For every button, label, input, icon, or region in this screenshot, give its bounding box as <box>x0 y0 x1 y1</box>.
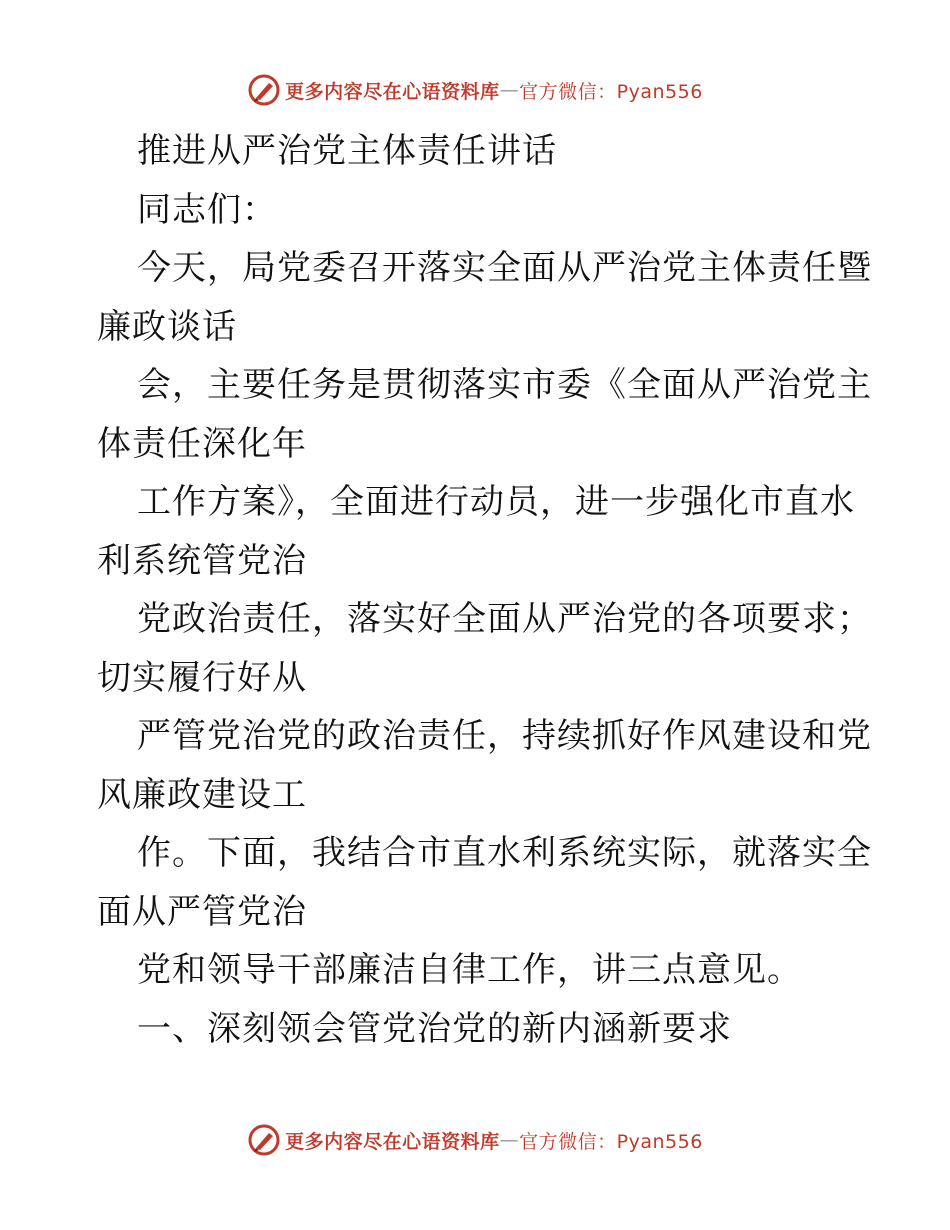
watermark-wechat-text: 官方微信：Pyan556 <box>519 80 703 103</box>
pen-logo-icon <box>247 73 281 107</box>
paragraph-line: 党政治责任，落实好全面从严治党的各项要求； <box>137 599 872 639</box>
paragraph-line: 严管党治党的政治责任，持续抓好作风建设和党 <box>137 716 872 756</box>
paragraph-line: 党和领导干部廉洁自律工作，讲三点意见。 <box>137 950 802 990</box>
watermark-main-text: 更多内容尽在心语资料库 <box>285 1130 500 1153</box>
paragraph-line: 体责任深化年 <box>97 423 307 464</box>
paragraph-line: 今天，局党委召开落实全面从严治党主体责任暨 <box>137 248 872 288</box>
paragraph-line: 会，主要任务是贯彻落实市委《全面从严治党主 <box>137 365 872 405</box>
pen-logo-icon <box>247 1123 281 1157</box>
watermark-wechat-text: 官方微信：Pyan556 <box>519 1130 703 1153</box>
section-heading: 一、深刻领会管党治党的新内涵新要求 <box>137 1008 732 1049</box>
document-salutation: 同志们： <box>137 189 277 230</box>
paragraph-line: 风廉政建设工 <box>97 774 307 815</box>
document-body <box>97 122 872 1058</box>
document-title: 推进从严治党主体责任讲话 <box>137 131 557 171</box>
paragraph-line: 工作方案》，全面进行动员，进一步强化市直水 <box>137 482 855 522</box>
watermark-separator: — <box>499 79 520 101</box>
paragraph-line: 利系统管党治 <box>97 540 307 581</box>
watermark-main-text: 更多内容尽在心语资料库 <box>285 80 500 103</box>
paragraph-line: 作。下面，我结合市直水利系统实际，就落实全 <box>137 833 872 873</box>
paragraph-line: 面从严管党治 <box>97 891 307 932</box>
footer-watermark <box>0 1120 950 1160</box>
paragraph-line: 切实履行好从 <box>97 657 307 698</box>
paragraph-line: 廉政谈话 <box>97 306 237 347</box>
header-watermark <box>0 70 950 110</box>
watermark-separator: — <box>499 1129 520 1151</box>
